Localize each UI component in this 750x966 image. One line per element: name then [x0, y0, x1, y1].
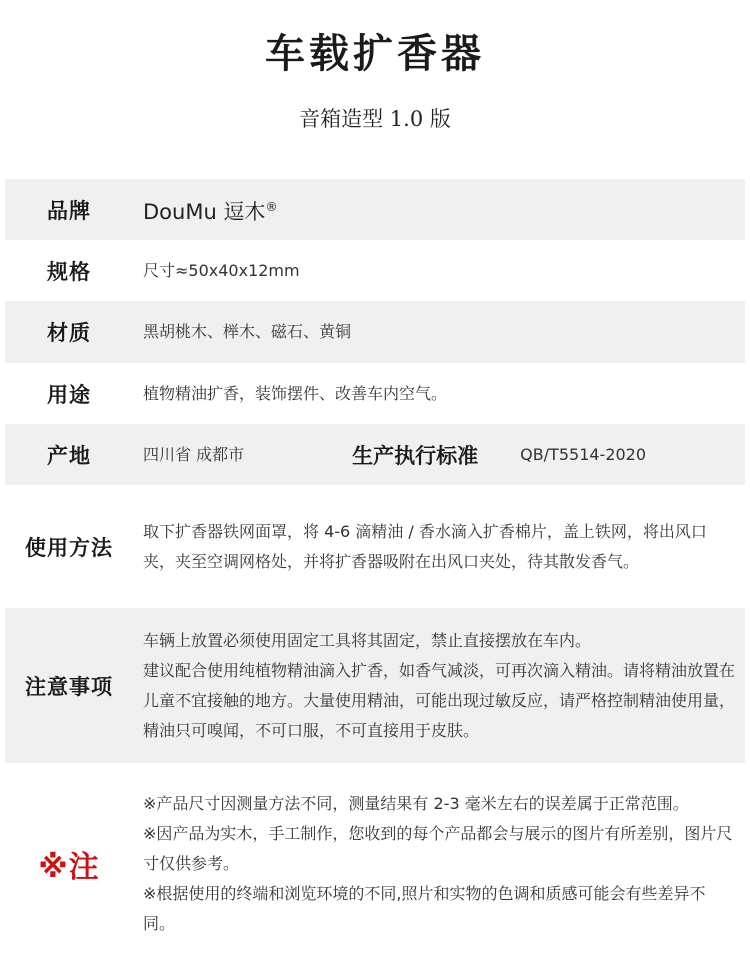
page-subtitle: 音箱造型 1.0 版 — [299, 107, 451, 131]
brand-name: DouMu 逗木 — [143, 200, 266, 224]
caution-line-2: 建议配合使用纯植物精油滴入扩香，如香气减淡，可再次滴入精油。请将精油放置在儿童不宜接触的地方。大量使用精油，可能出现过敏反应，请严格控制精油使用量，精油只可嗅闻，不可口服，不可直接用于皮肤。 — [143, 660, 736, 740]
page-title: 车载扩香器 — [265, 30, 485, 77]
usage-value: 植物精油扩香，装饰摆件、改善车内空气。 — [143, 383, 448, 403]
spec-value: 尺寸≈50x40x12mm — [143, 260, 300, 280]
caution-label: 注意事项 — [25, 674, 113, 699]
usage-row — [5, 363, 745, 424]
usage-label: 用途 — [47, 382, 91, 407]
brand-value — [133, 192, 285, 227]
caution-row — [5, 608, 745, 763]
registered-mark: ® — [265, 200, 278, 214]
note-label: ※注 — [38, 850, 100, 885]
standard-value: QB/T5514-2020 — [520, 445, 647, 464]
material-value: 黑胡桃木、榉木、磁石、黄铜 — [143, 322, 352, 341]
note-line-3: ※根据使用的终端和浏览环境的不同,照片和实物的色调和质感可能会有些差异不同。 — [143, 884, 706, 933]
method-row — [5, 485, 745, 608]
standard-label: 生产执行标准 — [352, 443, 479, 468]
origin-value: 四川省 成都市 — [143, 444, 245, 464]
method-label: 使用方法 — [25, 535, 113, 560]
brand-label: 品牌 — [47, 198, 91, 223]
spec-label: 规格 — [47, 259, 91, 284]
method-value: 取下扩香器铁网面罩，将 4-6 滴精油 / 香水滴入扩香棉片，盖上铁网，将出风口夹，夹至空调网格处，并将扩香器吸附在出风口夹处，待其散发香气。 — [143, 521, 707, 571]
origin-label: 产地 — [47, 443, 91, 468]
note-line-2: ※因产品为实木，手工制作，您收到的每个产品都会与展示的图片有所差别，图片尺寸仅供参考。 — [143, 824, 733, 873]
note-row — [5, 775, 745, 953]
caution-line-1: 车辆上放置必须使用固定工具将其固定，禁止直接摆放在车内。 — [143, 630, 592, 650]
note-value — [133, 789, 745, 939]
origin-row — [5, 424, 745, 485]
note-line-1: ※产品尺寸因测量方法不同，测量结果有 2-3 毫米左右的误差属于正常范围。 — [143, 794, 689, 813]
brand-row — [5, 179, 745, 240]
material-row — [5, 301, 745, 363]
material-label: 材质 — [47, 321, 91, 345]
spec-row — [5, 240, 745, 301]
caution-value — [133, 626, 745, 746]
